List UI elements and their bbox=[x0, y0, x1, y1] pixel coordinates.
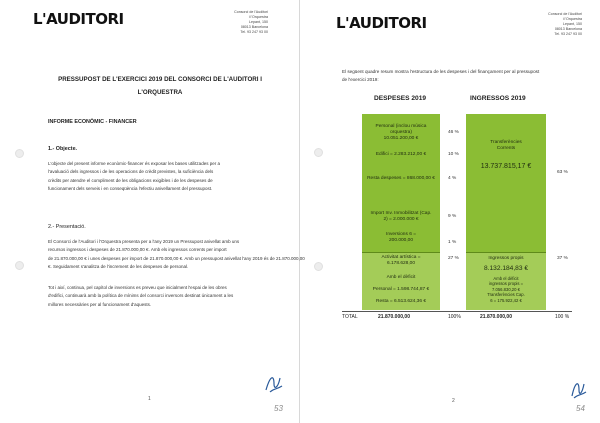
paragraph-line: Tot i així, continua, pel capítol de inversions es preveu que inicialment l'espai de les obres bbox=[48, 285, 227, 290]
despeses-block-personal-deficit bbox=[362, 287, 440, 293]
document-page-right bbox=[300, 0, 600, 423]
block-line: ingressos propis = bbox=[488, 281, 524, 287]
paragraph-line: crèdits per atendre el compliment de les obligacions exigibles i de les despeses de bbox=[48, 177, 213, 183]
address-line: Consorci de l'Auditori bbox=[234, 10, 268, 14]
divider bbox=[466, 252, 546, 253]
ingressos-block-transferencies-amount bbox=[466, 164, 546, 170]
address-block bbox=[514, 12, 582, 37]
pct-label: 46 % bbox=[448, 130, 459, 135]
block-line: Amb el dèficit bbox=[493, 276, 519, 281]
presentacio-paragraph bbox=[48, 238, 305, 271]
ingressos-block-propis bbox=[466, 256, 546, 262]
block-line: Import Inv. Inmobilitzat (Cap. bbox=[370, 211, 432, 216]
divider bbox=[362, 252, 440, 253]
final-paragraph bbox=[48, 284, 233, 309]
total-rule bbox=[342, 311, 572, 312]
address-line: 08013 Barcelona bbox=[554, 27, 582, 31]
address-block bbox=[200, 10, 268, 35]
ingressos-block-propis-amount bbox=[466, 266, 546, 272]
despeses-block-import bbox=[362, 211, 440, 223]
title-line: PRESSUPOST DE L'EXERCICI 2019 DEL CONSORCI DE L'AUDITORI I bbox=[58, 76, 262, 83]
paragraph-line: de l'exercici 2019: bbox=[342, 77, 379, 82]
paragraph-line: funcionament dels serveis i en conseqüència l'efectiu anivellament del pressupost. bbox=[48, 185, 213, 191]
despeses-block-personal bbox=[362, 124, 440, 143]
ingressos-heading: INGRESSOS 2019 bbox=[470, 95, 526, 102]
block-line: Resta despeses = 868.000,00 € bbox=[367, 176, 435, 181]
block-line: 10.051.200,00 € bbox=[383, 136, 419, 142]
punch-hole bbox=[314, 148, 323, 157]
page-stamp: 53 bbox=[274, 404, 283, 413]
block-line: Ingressos propis bbox=[488, 256, 524, 261]
punch-hole bbox=[314, 262, 323, 271]
total-ingressos-pct: 100 % bbox=[555, 314, 570, 320]
signature-icon bbox=[568, 376, 588, 400]
despeses-block-deficit bbox=[362, 275, 440, 281]
block-line: Inversions 6 = bbox=[386, 232, 416, 237]
paragraph-line: L'objecte del present informe econòmic-financer és exposar les bases utilitzades per a bbox=[48, 161, 220, 166]
block-line: 6 = 175.922,42 € bbox=[490, 297, 522, 303]
block-line: Transferències bbox=[490, 140, 522, 145]
block-line: Activitat artística = bbox=[381, 255, 421, 260]
pct-label: 63 % bbox=[557, 170, 568, 175]
auditori-logo: L'AUDITORI bbox=[33, 10, 124, 28]
pct-label: 27 % bbox=[448, 256, 459, 261]
page-number: 1 bbox=[148, 396, 151, 402]
despeses-heading: DESPESES 2019 bbox=[374, 95, 427, 102]
paragraph-line: El Consorci de l'Auditori i l'Orquestra presenta per a l'any 2019 un Pressupost anivellat amb uns bbox=[48, 239, 240, 244]
block-line: Corrents bbox=[496, 146, 516, 152]
total-ingressos: 21.870.000,00 bbox=[480, 314, 512, 320]
block-line: 13.737.815,17 € bbox=[480, 163, 532, 170]
pct-label: 1 % bbox=[448, 240, 457, 245]
block-line: 8.132.184,83 € bbox=[484, 265, 528, 272]
signature-icon bbox=[262, 370, 284, 394]
punch-hole bbox=[15, 261, 24, 270]
address-line: i l'Orquestra bbox=[248, 15, 268, 19]
block-line: Amb el dèficit bbox=[386, 275, 416, 280]
intro-paragraph bbox=[342, 68, 582, 84]
ingressos-block-deficit bbox=[466, 276, 546, 303]
total-despeses-pct: 100% bbox=[448, 314, 461, 320]
objecte-paragraph bbox=[48, 160, 220, 193]
block-line: orquestra) bbox=[390, 130, 412, 136]
block-line: Resta = 6.513.624,36 € bbox=[375, 299, 426, 304]
paragraph-line: El següent quadre resum mostra l'estructura de les despeses i del finançament per al pressupost bbox=[342, 69, 540, 74]
pct-label: 10 % bbox=[448, 152, 459, 157]
pct-label: 9 % bbox=[448, 214, 457, 219]
paragraph-line: l'avaluació dels ingressos i de les operacions de crèdit previstes, la suficiència dels bbox=[48, 169, 214, 175]
auditori-logo: L'AUDITORI bbox=[336, 14, 427, 32]
pct-label: 37 % bbox=[557, 256, 568, 261]
document-title bbox=[40, 73, 280, 99]
block-line: Edifici = 2.283.212,00 € bbox=[375, 152, 427, 157]
address-line: i l'Orquestra bbox=[562, 17, 582, 21]
paragraph-line: €. Seguidament s'analitza de l'increment de les despeses de personal. bbox=[48, 263, 189, 269]
page-number: 2 bbox=[452, 398, 455, 404]
despeses-block-edifici bbox=[362, 152, 440, 158]
block-line: Personal (inclou música bbox=[375, 124, 427, 129]
block-line: Personal = 1.598.744,87 € bbox=[372, 287, 430, 292]
paragraph-line: de 21.870.000,00 € i unes despeses per import de 21.870.000,00 €. Amb un pressupost anivellat l'any 2019 és de 21.870.000,00 bbox=[48, 255, 305, 261]
despeses-block-resta-deficit bbox=[362, 299, 440, 305]
presentacio-heading: 2.- Presentació. bbox=[48, 224, 86, 230]
address-line: Tel. 93 247 93 00 bbox=[554, 32, 582, 36]
page-stamp: 54 bbox=[576, 404, 585, 413]
block-line: Transferències Cap. bbox=[487, 292, 525, 298]
pct-label: 4 % bbox=[448, 176, 457, 181]
block-line: 7.056.830,20 € bbox=[492, 286, 520, 292]
address-line: Tel. 93 247 93 00 bbox=[240, 30, 268, 34]
block-line: 200.000,00 bbox=[388, 238, 413, 244]
address-line: Lepant, 150 bbox=[563, 22, 582, 26]
ingressos-block-transferencies bbox=[466, 140, 546, 152]
address-line: 08013 Barcelona bbox=[240, 25, 268, 29]
ingressos-green-block-top bbox=[466, 114, 546, 252]
punch-hole bbox=[15, 149, 24, 158]
total-despeses: 21.870.000,00 bbox=[378, 314, 410, 320]
paragraph-line: millores necessàries per al funcionament d'aquests. bbox=[48, 301, 152, 307]
total-label: TOTAL bbox=[342, 314, 358, 320]
title-line: L'ORQUESTRA bbox=[137, 89, 183, 96]
section-header: INFORME ECONÒMIC - FINANCER bbox=[48, 119, 137, 125]
paragraph-line: d'edifici, continuarà amb la política de mínims del consorci inversors destinat únicament a les bbox=[48, 293, 234, 299]
despeses-block-resta bbox=[362, 176, 440, 182]
block-line: 6.178.628,00 bbox=[386, 261, 415, 267]
block-line: 2) = 2.000.000 € bbox=[383, 217, 419, 223]
address-line: Lepant, 150 bbox=[249, 20, 268, 24]
despeses-block-inversions bbox=[362, 232, 440, 244]
address-line: Consorci de l'Auditori bbox=[548, 12, 582, 16]
objecte-heading: 1.- Objecte. bbox=[48, 146, 78, 152]
paragraph-line: recursos ingressos i despeses de 21.870.000,00 €. Amb els ingressos corrents per import bbox=[48, 247, 227, 253]
despeses-block-activitat bbox=[362, 255, 440, 267]
